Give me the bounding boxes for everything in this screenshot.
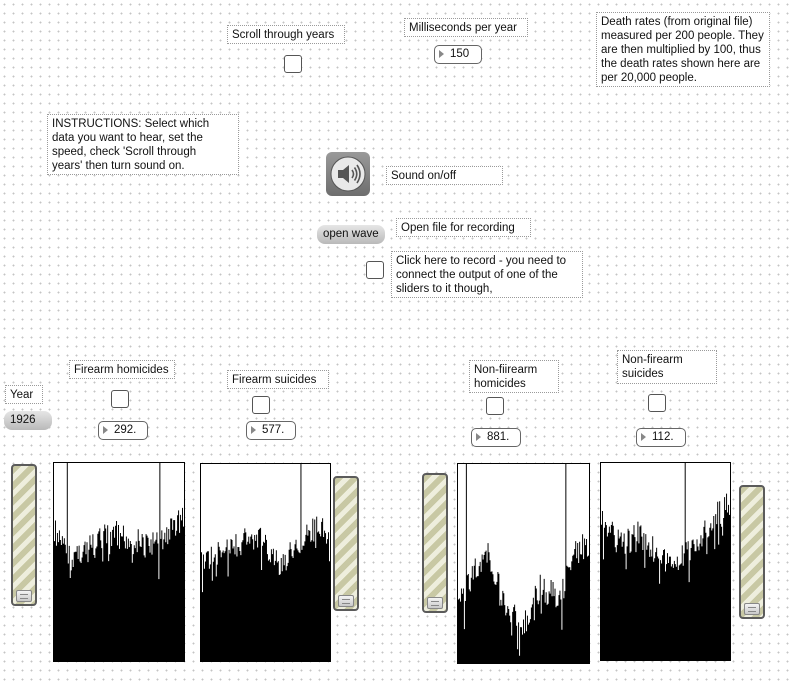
triangle-right-icon xyxy=(439,50,444,58)
triangle-right-icon xyxy=(476,433,481,441)
firearm-suicides-slider[interactable] xyxy=(333,476,359,611)
record-label: Click here to record - you need to connect the output of one of the sliders to it though, xyxy=(391,251,583,298)
firearm-suicides-label: Firearm suicides xyxy=(227,370,329,389)
firearm-homicides-label: Firearm homicides xyxy=(69,360,175,379)
ms-per-year-label: Milliseconds per year xyxy=(404,18,528,37)
record-toggle[interactable] xyxy=(366,261,384,279)
non-firearm-homicides-number[interactable] xyxy=(471,428,521,447)
speaker-icon xyxy=(326,152,370,196)
non-firearm-suicides-plot[interactable] xyxy=(600,462,731,661)
non-firearm-homicides-value: 881. xyxy=(487,431,510,443)
triangle-right-icon xyxy=(641,433,646,441)
non-firearm-homicides-toggle[interactable] xyxy=(486,397,504,415)
slider-knob[interactable] xyxy=(427,597,443,609)
year-display: 1926 xyxy=(4,411,52,430)
open-file-label: Open file for recording xyxy=(396,218,531,237)
non-firearm-homicides-slider[interactable] xyxy=(422,473,448,613)
instructions-note: INSTRUCTIONS: Select which data you want to hear, set the speed, check 'Scroll through years' then turn sound on. xyxy=(47,114,239,175)
waveform-fill xyxy=(601,463,730,660)
year-slider[interactable] xyxy=(11,464,37,606)
ms-per-year-value: 150 xyxy=(450,48,470,60)
non-firearm-suicides-label: Non-firearm suicides xyxy=(617,350,717,384)
triangle-right-icon xyxy=(251,426,256,434)
firearm-suicides-value: 577. xyxy=(262,424,285,436)
scroll-years-label: Scroll through years xyxy=(227,25,345,44)
waveform-fill xyxy=(54,463,184,661)
non-firearm-homicides-label: Non-fiirearm homicides xyxy=(469,360,559,393)
non-firearm-suicides-slider[interactable] xyxy=(739,485,765,619)
firearm-homicides-number[interactable] xyxy=(98,421,148,440)
non-firearm-suicides-number[interactable] xyxy=(636,428,686,447)
waveform-fill xyxy=(201,464,330,661)
firearm-suicides-number[interactable] xyxy=(246,421,296,440)
slider-knob[interactable] xyxy=(744,603,760,615)
non-firearm-suicides-toggle[interactable] xyxy=(648,394,666,412)
scroll-years-toggle[interactable] xyxy=(284,55,302,73)
waveform-fill xyxy=(458,464,589,663)
ms-per-year-number[interactable] xyxy=(434,45,482,64)
firearm-homicides-toggle[interactable] xyxy=(111,390,129,408)
death-rate-note: Death rates (from original file) measured per 200 people. They are then multiplied by 100, thus the death rates shown here are per 20,000 people. xyxy=(596,12,770,87)
firearm-suicides-plot[interactable] xyxy=(200,463,331,662)
non-firearm-homicides-plot[interactable] xyxy=(457,463,590,664)
sound-toggle-button[interactable] xyxy=(326,152,370,196)
firearm-homicides-value: 292. xyxy=(114,424,137,436)
sound-on-off-label: Sound on/off xyxy=(386,166,503,185)
non-firearm-suicides-value: 112. xyxy=(652,431,674,443)
year-label: Year xyxy=(5,385,43,404)
open-wave-message[interactable]: open wave xyxy=(317,225,385,244)
triangle-right-icon xyxy=(103,426,108,434)
slider-knob[interactable] xyxy=(16,590,32,602)
firearm-homicides-plot[interactable] xyxy=(53,462,185,662)
firearm-suicides-toggle[interactable] xyxy=(252,396,270,414)
slider-knob[interactable] xyxy=(338,595,354,607)
